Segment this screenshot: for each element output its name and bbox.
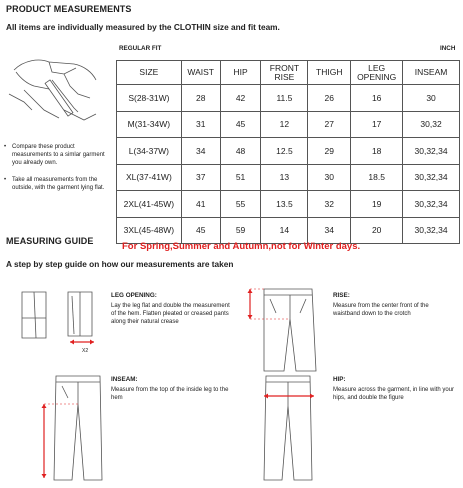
table-cell: 16 (351, 85, 403, 112)
header-leg-opening: LEG OPENING (351, 61, 403, 85)
bullet-icon: • (4, 177, 7, 183)
table-cell: S(28-31W) (117, 85, 182, 112)
page-subtitle: All items are individually measured by the CLOTHIN size and fit team. (6, 22, 280, 32)
rise-label: RISE: (333, 292, 350, 299)
table-cell: 34 (308, 217, 351, 244)
table-cell: L(34-37W) (117, 138, 182, 165)
table-cell: 29 (308, 138, 351, 165)
table-cell: 32 (308, 191, 351, 218)
table-cell: 45 (220, 111, 261, 138)
table-cell: 30,32,34 (403, 164, 460, 191)
table-cell: 13.5 (261, 191, 308, 218)
tip-text: Take all measurements from the outside, with the garment lying flat. (12, 177, 105, 191)
header-size: SIZE (117, 61, 182, 85)
header-waist: WAIST (181, 61, 220, 85)
leg-opening-illustration (16, 288, 106, 360)
table-cell: 14 (261, 217, 308, 244)
table-row (117, 191, 460, 218)
hip-illustration (252, 372, 328, 484)
table-header-row (117, 61, 460, 85)
table-cell: 26 (308, 85, 351, 112)
table-cell: 55 (220, 191, 261, 218)
hip-block (333, 376, 455, 402)
table-cell: 13 (261, 164, 308, 191)
table-cell: 30,32 (403, 111, 460, 138)
table-cell: 3XL(45-48W) (117, 217, 182, 244)
header-hip: HIP (220, 61, 261, 85)
inseam-label: INSEAM: (111, 376, 138, 383)
table-row (117, 111, 460, 138)
table-cell: 27 (308, 111, 351, 138)
table-cell: 30,32,34 (403, 217, 460, 244)
table-cell: 42 (220, 85, 261, 112)
table-cell: 30 (308, 164, 351, 191)
rise-block (333, 292, 455, 318)
table-cell: 59 (220, 217, 261, 244)
size-table (116, 60, 460, 244)
season-note: For Spring,Summer and Autumn,not for Winter days. (122, 241, 361, 252)
table-cell: 30,32,34 (403, 138, 460, 165)
header-front-rise: FRONT RISE (261, 61, 308, 85)
table-cell: 48 (220, 138, 261, 165)
tips-list (4, 143, 112, 192)
bullet-icon: • (4, 144, 7, 150)
inseam-text: Measure from the top of the inside leg to the hem (111, 387, 229, 401)
hip-text: Measure across the garment, in line with your hips, and double the figure (333, 387, 455, 401)
table-cell: 12 (261, 111, 308, 138)
table-cell: 18 (351, 138, 403, 165)
unit-label: INCH (440, 45, 456, 52)
leg-opening-label: LEG OPENING: (111, 292, 157, 299)
table-cell: 28 (181, 85, 220, 112)
header-thigh: THIGH (308, 61, 351, 85)
table-row (117, 85, 460, 112)
table-cell: 37 (181, 164, 220, 191)
table-cell: 11.5 (261, 85, 308, 112)
table-cell: 2XL(41-45W) (117, 191, 182, 218)
table-row (117, 217, 460, 244)
x2-label: X2 (82, 348, 89, 354)
table-cell: 45 (181, 217, 220, 244)
table-cell: 17 (351, 111, 403, 138)
table-cell: 30,32,34 (403, 191, 460, 218)
leg-opening-block (111, 292, 231, 326)
table-cell: 20 (351, 217, 403, 244)
table-cell: 12.5 (261, 138, 308, 165)
table-cell: 18.5 (351, 164, 403, 191)
table-row (117, 138, 460, 165)
leg-opening-text: Lay the leg flat and double the measurement of the hem. Flatten pleated or creased pants along their natural crease (111, 303, 230, 325)
inseam-block (111, 376, 233, 402)
guide-title: MEASURING GUIDE (6, 236, 94, 246)
tip-item (4, 176, 112, 192)
table-cell: 19 (351, 191, 403, 218)
table-cell: 34 (181, 138, 220, 165)
guide-subtitle: A step by step guide on how our measurements are taken (6, 259, 234, 269)
measuring-hands-illustration (4, 50, 110, 130)
rise-illustration (236, 285, 326, 373)
table-cell: 41 (181, 191, 220, 218)
table-row (117, 164, 460, 191)
fit-label: REGULAR FIT (119, 45, 162, 52)
table-cell: M(31-34W) (117, 111, 182, 138)
header-inseam: INSEAM (403, 61, 460, 85)
table-cell: XL(37-41W) (117, 164, 182, 191)
table-cell: 30 (403, 85, 460, 112)
table-cell: 51 (220, 164, 261, 191)
tip-item (4, 143, 112, 167)
page-title: PRODUCT MEASUREMENTS (6, 4, 132, 14)
rise-text: Measure from the center front of the waistband down to the crotch (333, 303, 429, 317)
inseam-illustration (30, 372, 110, 484)
hip-label: HIP: (333, 376, 346, 383)
table-cell: 31 (181, 111, 220, 138)
tip-text: Compare these product measurements to a simlar garment you already own. (12, 144, 105, 166)
